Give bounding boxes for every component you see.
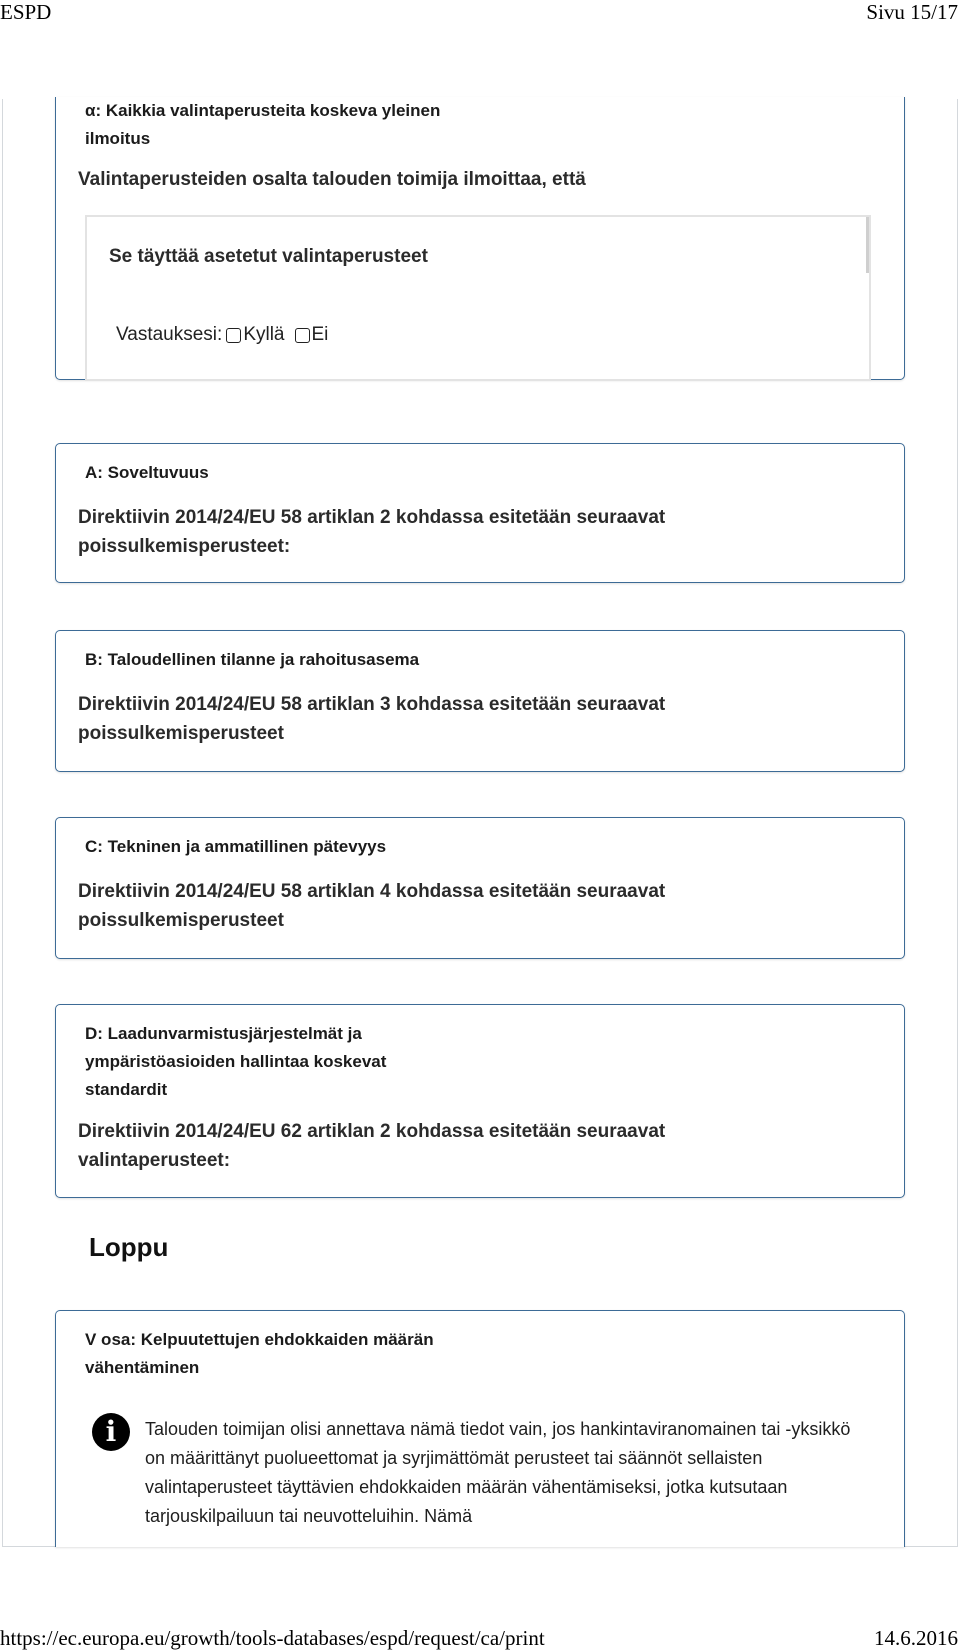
panel-b-economic-financial bbox=[55, 630, 905, 772]
answer-row bbox=[116, 324, 334, 346]
option-kylla-label: Kyllä bbox=[243, 324, 285, 345]
panel-text: Direktiivin 2014/24/EU 58 artiklan 3 kohdassa esitetään seuraavat poissulkemisperusteet bbox=[78, 694, 666, 744]
scrollbar[interactable] bbox=[866, 217, 869, 273]
answer-label: Vastauksesi: bbox=[116, 324, 223, 345]
panel-c-technical-professional bbox=[55, 817, 905, 959]
panel-title: B: Taloudellinen tilanne ja rahoitusasema bbox=[85, 650, 420, 669]
option-ei-label: Ei bbox=[311, 324, 329, 345]
end-heading: Loppu bbox=[89, 1232, 169, 1262]
criterion-title: Se täyttää asetetut valintaperusteet bbox=[109, 246, 428, 267]
checkbox-ei[interactable] bbox=[295, 328, 310, 343]
footer-url: https://ec.europa.eu/growth/tools-databases/espd/request/ca/print bbox=[0, 1626, 545, 1650]
panel-text: Direktiivin 2014/24/EU 58 artiklan 4 kohdassa esitetään seuraavat poissulkemisperusteet bbox=[78, 881, 666, 931]
page-footer bbox=[0, 1626, 960, 1652]
panel-d-quality-standards bbox=[55, 1004, 905, 1198]
panel-title: D: Laadunvarmistusjärjestelmät ja ympäristöasioiden hallintaa koskevat standardit bbox=[85, 1024, 387, 1099]
panel-title: A: Soveltuvuus bbox=[85, 463, 209, 482]
panel-a-suitability bbox=[55, 443, 905, 583]
panel-title: α: Kaikkia valintaperusteita koskeva yleinen ilmoitus bbox=[85, 101, 441, 148]
panel-title: C: Tekninen ja ammatillinen pätevyys bbox=[85, 837, 387, 856]
panel-title: V osa: Kelpuutettujen ehdokkaiden määrän vähentäminen bbox=[85, 1330, 434, 1377]
header-page-number: Sivu 15/17 bbox=[866, 0, 958, 24]
panel-alpha-general-statement bbox=[55, 97, 905, 380]
footer-date: 14.6.2016 bbox=[874, 1626, 958, 1650]
criterion-box bbox=[85, 215, 871, 381]
panel-text: Direktiivin 2014/24/EU 62 artiklan 2 kohdassa esitetään seuraavat valintaperusteet: bbox=[78, 1121, 666, 1171]
info-icon: i bbox=[92, 1413, 130, 1451]
info-text: Talouden toimijan olisi annettava nämä tiedot vain, jos hankintaviranomainen tai -yksikkö on määrittänyt puolueettomat ja syrjimättömät perusteet tai säännöt sellaisten valintaperusteet täyttävien ehdokkaiden määrän vähentämiseksi, jotka kutsutaan tarjouskilpailuun tai neuvotteluihin. Nämä bbox=[145, 1419, 851, 1526]
page-header bbox=[0, 0, 960, 26]
header-app-name: ESPD bbox=[0, 0, 52, 24]
checkbox-kylla[interactable] bbox=[226, 328, 241, 343]
panel-text: Valintaperusteiden osalta talouden toimija ilmoittaa, että bbox=[78, 169, 586, 190]
panel-part-v-reduction bbox=[55, 1310, 905, 1547]
panel-text: Direktiivin 2014/24/EU 58 artiklan 2 kohdassa esitetään seuraavat poissulkemisperusteet: bbox=[78, 507, 666, 557]
